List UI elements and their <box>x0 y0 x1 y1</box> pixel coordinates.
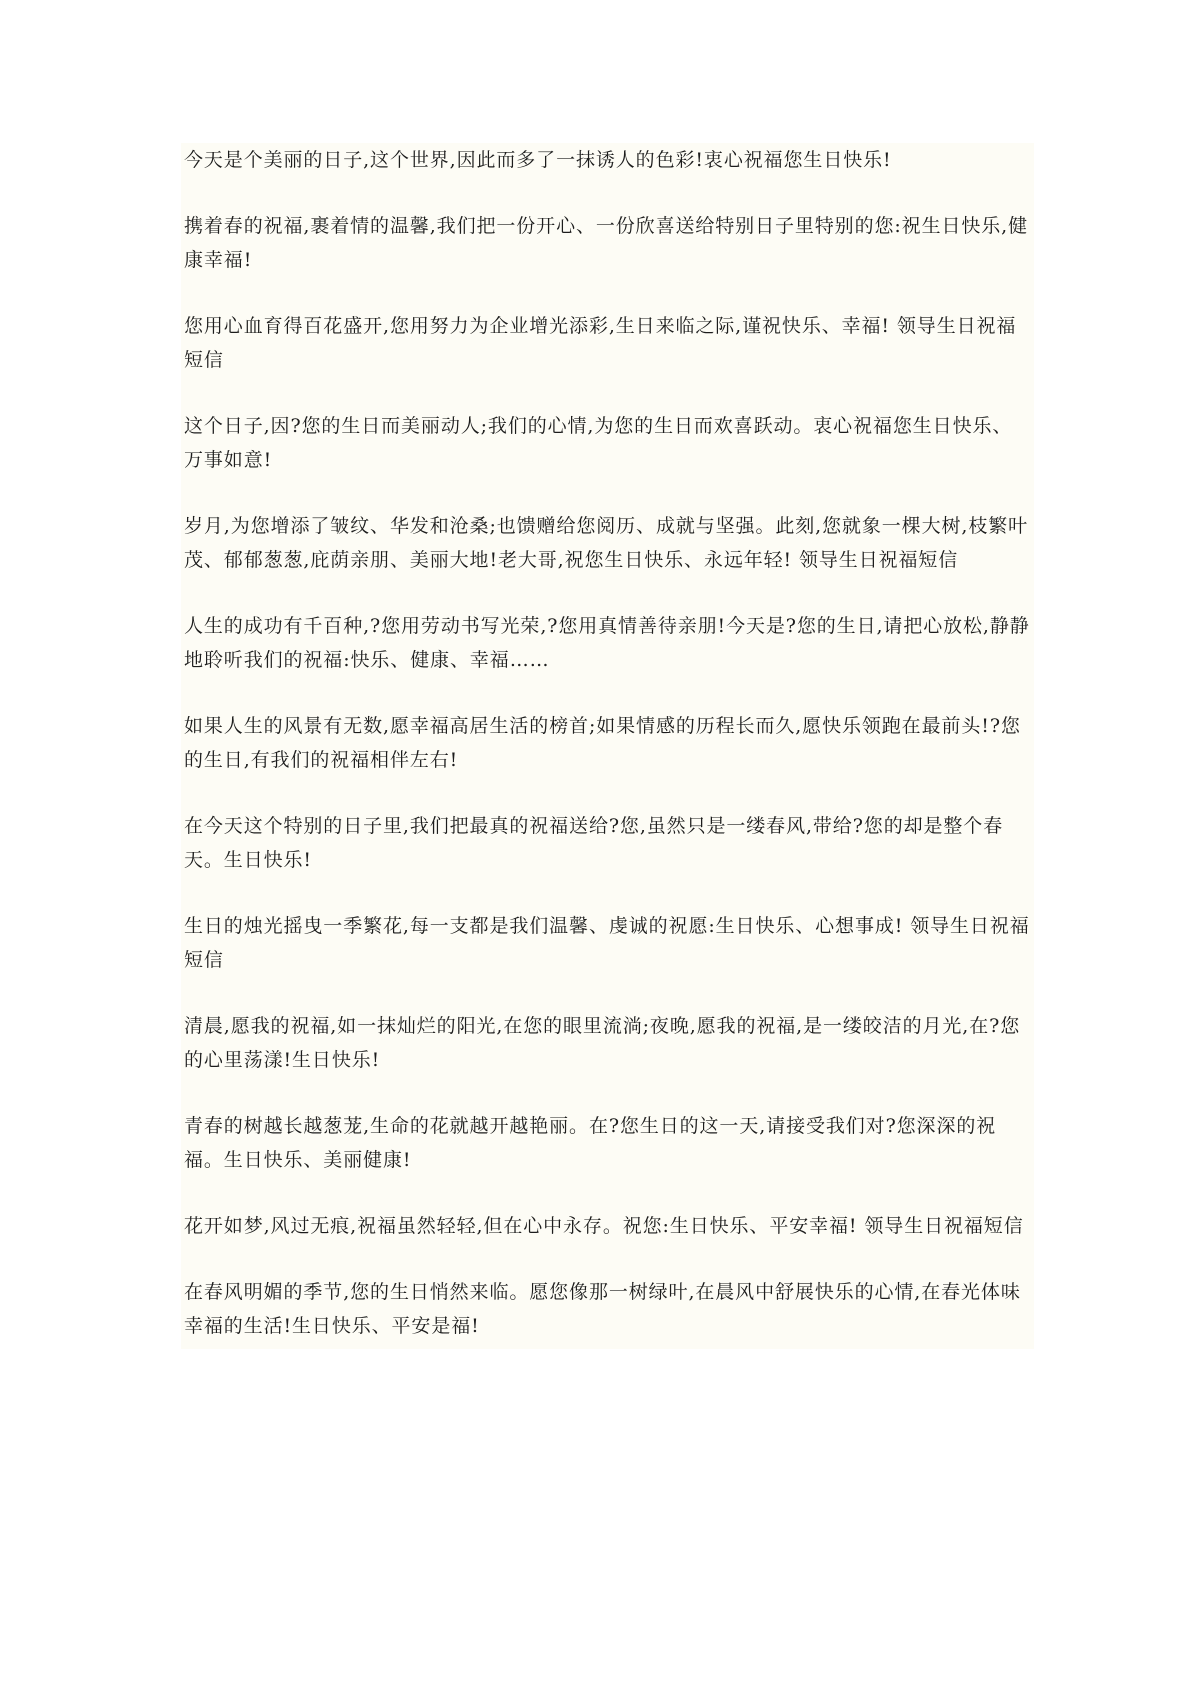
paragraph-2: 携着春的祝福,裹着情的温馨,我们把一份开心、一份欣喜送给特别日子里特别的您:祝生日快乐,健康幸福! <box>184 215 1029 271</box>
paragraph-9: 生日的烛光摇曳一季繁花,每一支都是我们温馨、虔诚的祝愿:生日快乐、心想事成! 领导生日祝福短信 <box>184 915 1030 971</box>
text-block <box>181 143 1034 1349</box>
paragraph-12: 花开如梦,风过无痕,祝福虽然轻轻,但在心中永存。祝您:生日快乐、平安幸福! 领导生日祝福短信 <box>184 1215 1024 1237</box>
paragraph-1: 今天是个美丽的日子,这个世界,因此而多了一抹诱人的色彩!衷心祝福您生日快乐! <box>184 149 892 171</box>
paragraph-5: 岁月,为您增添了皱纹、华发和沧桑;也馈赠给您阅历、成就与坚强。此刻,您就象一棵大树,枝繁叶茂、郁郁葱葱,庇荫亲朋、美丽大地!老大哥,祝您生日快乐、永远年轻! 领导生日祝福短信 <box>184 515 1029 571</box>
paragraph-6: 人生的成功有千百种,?您用劳动书写光荣,?您用真情善待亲朋!今天是?您的生日,请把心放松,静静地聆听我们的祝福:快乐、健康、幸福…… <box>184 615 1030 671</box>
paragraph-3: 您用心血育得百花盛开,您用努力为企业增光添彩,生日来临之际,谨祝快乐、幸福! 领导生日祝福短信 <box>184 315 1017 371</box>
paragraph-4: 这个日子,因?您的生日而美丽动人;我们的心情,为您的生日而欢喜跃动。衷心祝福您生日快乐、万事如意! <box>184 415 1013 471</box>
paragraph-7: 如果人生的风景有无数,愿幸福高居生活的榜首;如果情感的历程长而久,愿快乐领跑在最前头!?您的生日,有我们的祝福相伴左右! <box>184 715 1021 771</box>
paragraph-11: 青春的树越长越葱茏,生命的花就越开越艳丽。在?您生日的这一天,请接受我们对?您深深的祝福。生日快乐、美丽健康! <box>184 1115 997 1171</box>
paragraph-13: 在春风明媚的季节,您的生日悄然来临。愿您像那一树绿叶,在晨风中舒展快乐的心情,在春光体味幸福的生活!生日快乐、平安是福! <box>184 1281 1021 1337</box>
paragraph-10: 清晨,愿我的祝福,如一抹灿烂的阳光,在您的眼里流淌;夜晚,愿我的祝福,是一缕皎洁的月光,在?您的心里荡漾!生日快乐! <box>184 1015 1021 1071</box>
paragraph-8: 在今天这个特别的日子里,我们把最真的祝福送给?您,虽然只是一缕春风,带给?您的却是整个春天。生日快乐! <box>184 815 1004 871</box>
